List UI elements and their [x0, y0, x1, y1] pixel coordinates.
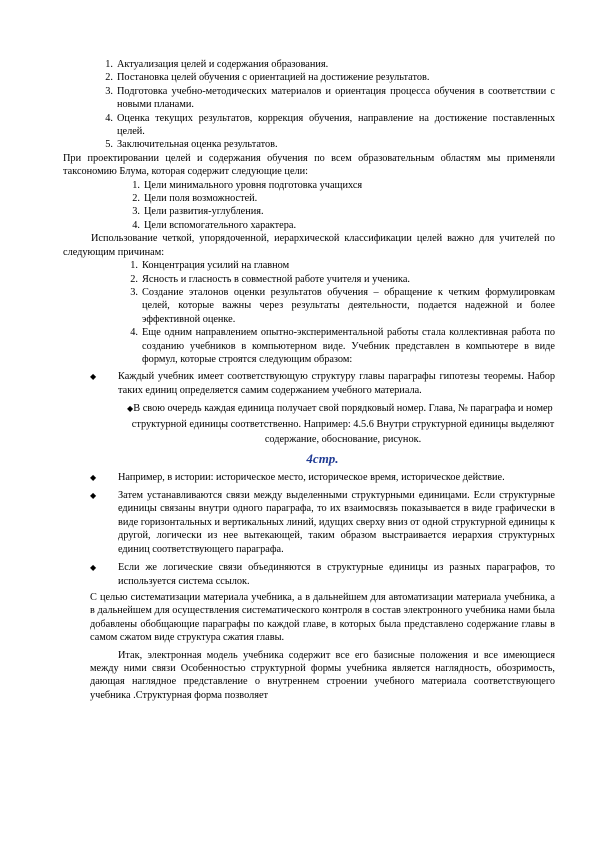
- diamond-bullet-icon: ◆: [127, 404, 134, 414]
- diamond-bullet-icon: ◆: [90, 472, 97, 482]
- diamond-bullet-icon: ◆: [90, 491, 97, 501]
- paragraph-hierarchy: Использование четкой, упорядоченной, иерархической классификации целей важно для учителей по следующим причинам:: [63, 233, 555, 258]
- bullet-item: ◆ Каждый учебник имеет соответствующую структуру главы параграфы гипотезы теоремы. Набор таких единиц определяется самим содержанием учебного материала.: [90, 371, 555, 396]
- diamond-bullet-icon: ◆: [90, 563, 97, 573]
- paragraph-systematization: С целью систематизации материала учебника, а в дальнейшем для автоматизации материала учебника, а в дальнейшем для осуществления систематического контроля в состав электронного учебника нами была добавлены обобщающие параграфы по каждой главе, в которых была представлено содержание главы в самом сжатом виде структура сжатия главы.: [90, 591, 555, 644]
- list-item: 3. Создание эталонов оценки результатов обучения – обращение к четким формулировкам целей, которые важны через результаты деятельности, подается надежной и более эффективной оценке.: [130, 286, 555, 325]
- bloom-goals-list: [132, 179, 555, 233]
- paragraph-conclusion: Итак, электронная модель учебника содержит все его базисные положения и все имеющиеся между ними связи Особенностью структурной формы учебника является наглядность, обозримость, дающая наглядное представление о внутреннем строении учебного материала соответствующего учебника .Структурная форма позволяет: [90, 649, 555, 701]
- list-item: 2. Цели поля возможностей.: [132, 193, 258, 205]
- bullet-item: ◆ Например, в истории: историческое место, историческое время, историческое действие.: [90, 471, 505, 483]
- list-item: 4. Оценка текущих результатов, коррекция обучения, направление на достижение поставленных целей.: [105, 112, 555, 138]
- bullet-item-centered: ◆ В свою очередь каждая единица получает свой порядковый номер. Глава, № параграфа и номер структурной единицы соответственно. Например: 4.5.6 Внутри структурной единицы выделяют содержание, обоснование, рисунок.: [127, 403, 555, 446]
- diamond-bullet-icon: ◆: [90, 372, 97, 382]
- bullet-item: ◆ Если же логические связи объединяются в структурные единицы из разных параграфов, то используется система ссылок.: [90, 562, 555, 587]
- list-item: 3. Подготовка учебно-методических материалов и ориентация процесса обучения в соответствии с новыми планами.: [105, 85, 555, 111]
- list-item: 1. Цели минимального уровня подготовка учащихся: [132, 179, 363, 191]
- bullet-item: ◆ Затем устанавливаются связи между выделенными структурными единицами. Если структурные единицы связаны внутри одного параграфа, то их взаимосвязь показывается в виде графически в виде горизонтальных и вертикальных линий, идущих сверху вниз от одной структурной единицы к другой, логически из нее вытекающей, таким образом выстраивается иерархия структурных единиц соответствующего параграфа.: [90, 490, 555, 555]
- list-item: 4. Цели вспомогательного характера.: [132, 219, 297, 231]
- list-item: 4. Еще одним направлением опытно-экспериментальной работы стала коллективная работа по созданию учебников в компьютерном виде. Учебник представлен в компьютере в виде формул, которые строятся следующим образом:: [130, 327, 555, 365]
- list-item: 2. Ясность и гласность в совместной работе учителя и ученика.: [130, 273, 410, 285]
- reasons-list: [130, 259, 555, 366]
- list-item: 3. Цели развития-углубления.: [132, 206, 264, 218]
- paragraph-bloom: При проектировании целей и содержания обучения по всем образовательным областям мы применяли таксономию Блума, которая содержит следующие цели:: [63, 152, 555, 178]
- list-item: 1. Актуализация целей и содержания образования.: [105, 59, 329, 70]
- list-item: 2. Постановка целей обучения с ориентацией на достижение результатов.: [105, 72, 430, 84]
- goals-list: [105, 58, 555, 152]
- page-marker: 4стр.: [306, 450, 339, 466]
- list-item: 1. Концентрация усилий на главном: [130, 260, 290, 272]
- list-item: 5. Заключительная оценка результатов.: [105, 139, 278, 151]
